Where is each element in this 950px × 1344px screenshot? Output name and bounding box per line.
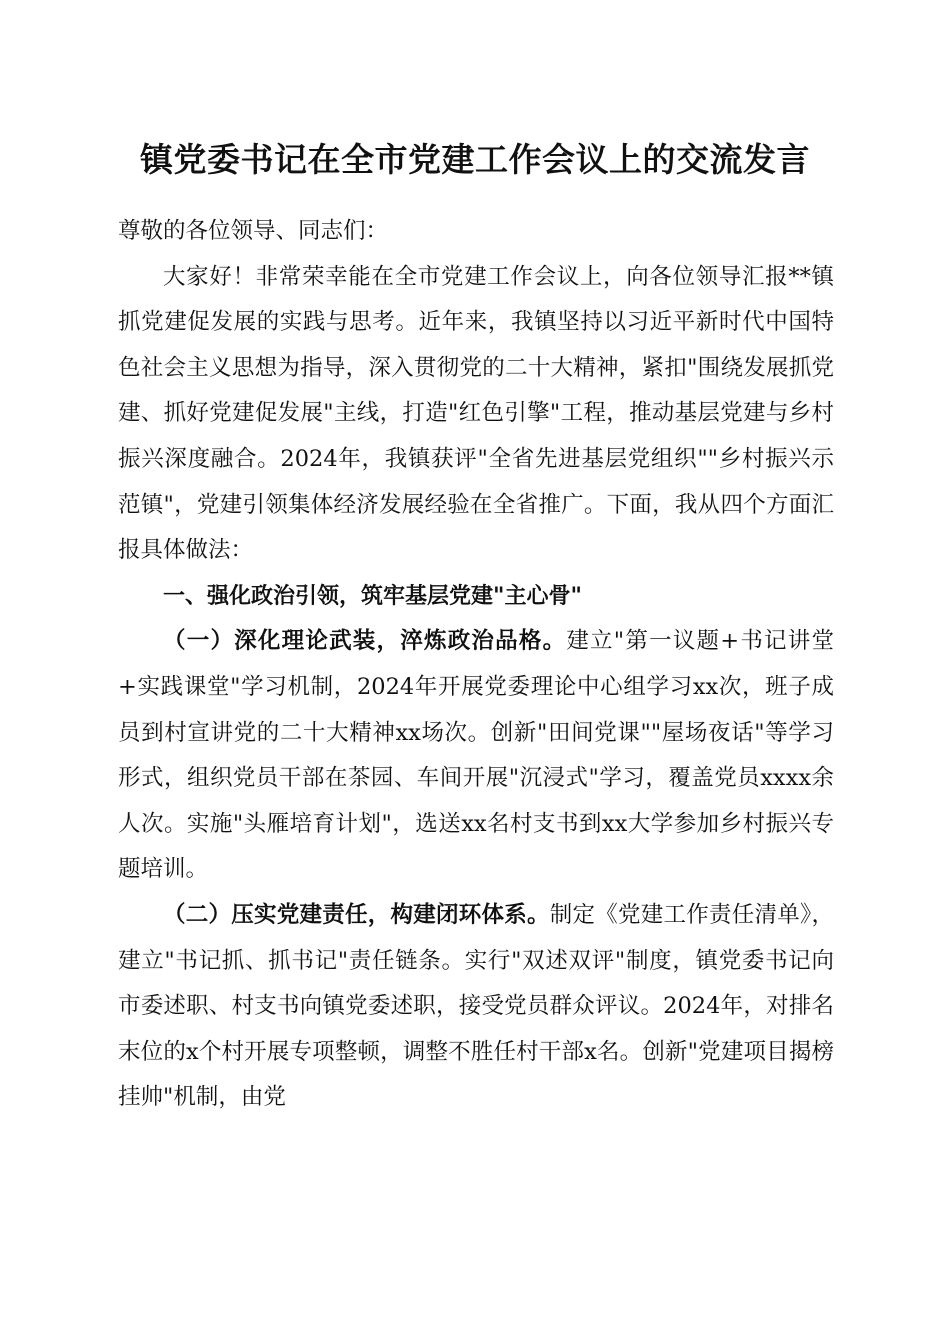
section-heading-1: 一、强化政治引领，筑牢基层党建"主心骨" (163, 583, 582, 609)
intro-paragraph: 大家好！非常荣幸能在全市党建工作会议上，向各位领导汇报**镇抓党建促发展的实践与思考。近年来，我镇坚持以习近平新时代中国特色社会主义思想为指导，深入贯彻党的二十大精神，紧扣"围绕发展抓党建、抓好党建促发展"主线，打造"红色引擎"工程，推动基层党建与乡村振兴深度融合。2024年，我镇获评"全省先进基层党组织""乡村振兴示范镇"，党建引领集体经济发展经验在全省推广。下面，我从四个方面汇报具体做法： (118, 263, 834, 564)
paragraph-1-1-text: 建立"第一议题+书记讲堂+实践课堂"学习机制，2024年开展党委理论中心组学习xx次，班子成员到村宣讲党的二十大精神xx场次。创新"田间党课""屋场夜话"等学习形式，组织党员干部在茶园、车间开展"沉浸式"学习，覆盖党员xxxx余人次。实施"头雁培育计划"，选送xx名村支书到xx大学参加乡村振兴专题培训。 (118, 628, 834, 883)
paragraph-1-1 (118, 619, 834, 893)
document-body (118, 209, 834, 1121)
salutation: 尊敬的各位领导、同志们： (118, 218, 389, 244)
paragraph-1-2 (118, 893, 834, 1121)
paragraph-1-2-lead: （二）压实党建责任，构建闭环体系。 (163, 901, 550, 928)
paragraph-1-1-lead: （一）深化理论武装，淬炼政治品格。 (163, 628, 567, 655)
paragraph-1-2-text: 制定《党建工作责任清单》，建立"书记抓、抓书记"责任链条。实行"双述双评"制度，镇党委书记向市委述职、村支书向镇党委述职，接受党员群众评议。2024年，对排名末位的x个村开展专项整顿，调整不胜任村干部x名。创新"党建项目揭榜挂帅"机制，由党 (118, 901, 834, 1111)
document-title: 镇党委书记在全市党建工作会议上的交流发言 (140, 140, 810, 179)
